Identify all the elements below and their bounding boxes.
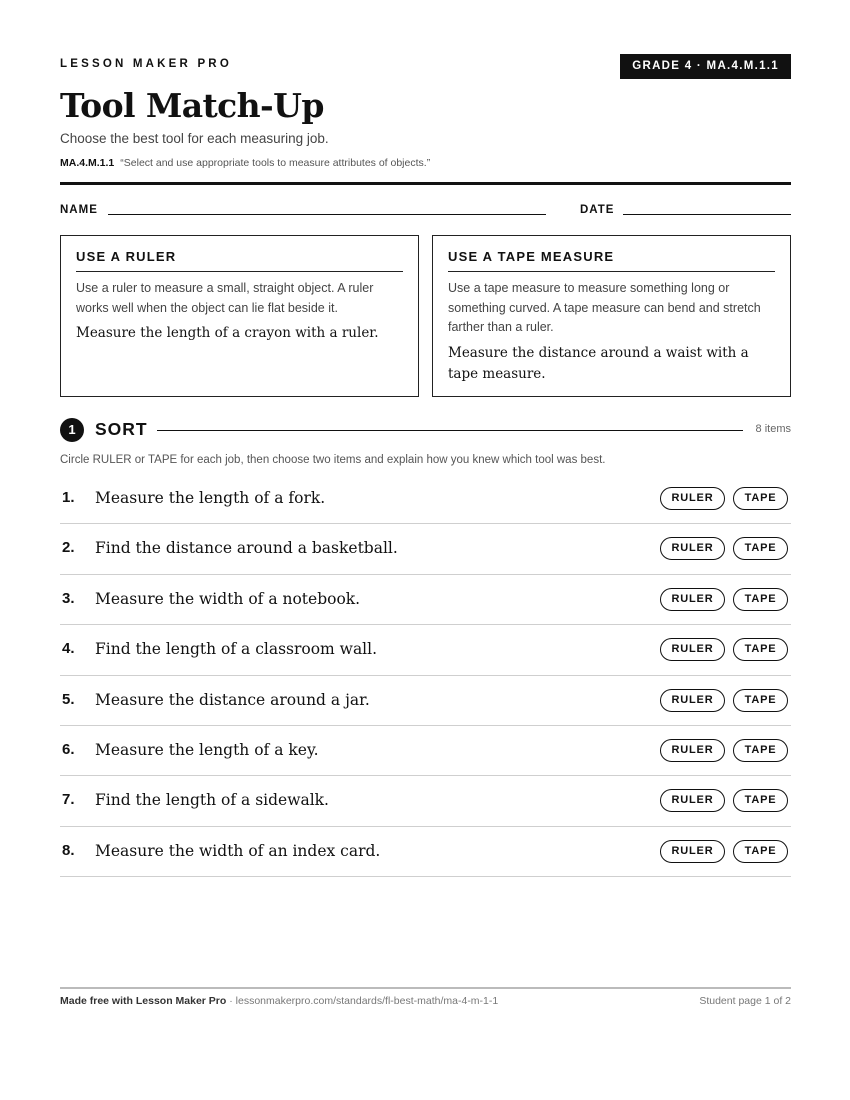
item-number: 7. — [62, 791, 75, 809]
ruler-option[interactable]: RULER — [660, 840, 725, 863]
brand-name: LESSON MAKER PRO — [60, 58, 232, 70]
date-label: DATE — [580, 204, 615, 216]
card-title: USE A RULER — [76, 249, 403, 272]
ruler-option[interactable]: RULER — [660, 537, 725, 560]
list-item — [60, 625, 791, 675]
header-divider — [60, 182, 791, 185]
tape-option[interactable]: TAPE — [733, 789, 788, 812]
ruler-option[interactable]: RULER — [660, 638, 725, 661]
item-text: Find the distance around a basketball. — [95, 539, 398, 558]
section-header — [60, 418, 791, 442]
list-item — [60, 474, 791, 524]
page-title: Tool Match-Up — [60, 86, 324, 125]
list-item — [60, 726, 791, 776]
section-divider — [157, 430, 743, 431]
section-title: SORT — [95, 419, 148, 439]
item-number: 5. — [62, 690, 75, 708]
list-item — [60, 827, 791, 877]
ruler-option[interactable]: RULER — [660, 487, 725, 510]
list-item — [60, 776, 791, 826]
section-instructions: Circle RULER or TAPE for each job, then choose two items and explain how you knew which tool was best. — [60, 454, 606, 466]
ruler-option[interactable]: RULER — [660, 689, 725, 712]
ruler-option[interactable]: RULER — [660, 789, 725, 812]
item-list — [60, 474, 791, 877]
ruler-card — [60, 235, 419, 397]
standard-line — [60, 157, 430, 169]
tape-measure-card — [432, 235, 791, 397]
name-label: NAME — [60, 204, 98, 216]
footer-url: · lessonmakerpro.com/standards/fl-best-math/ma-4-m-1-1 — [226, 995, 499, 1007]
section-number-badge: 1 — [60, 418, 84, 442]
item-text: Measure the length of a fork. — [95, 489, 326, 507]
footer-divider — [60, 987, 791, 989]
page-subtitle: Choose the best tool for each measuring job. — [60, 131, 329, 146]
item-number: 4. — [62, 640, 75, 658]
card-description: Use a ruler to measure a small, straight object. A ruler works well when the object can lie flat beside it. — [76, 281, 374, 315]
item-text: Find the length of a sidewalk. — [95, 791, 329, 810]
tape-option[interactable]: TAPE — [733, 487, 788, 510]
tape-option[interactable]: TAPE — [733, 689, 788, 712]
item-number: 2. — [62, 539, 75, 557]
standard-text: “Select and use appropriate tools to measure attributes of objects.” — [120, 157, 431, 169]
ruler-option[interactable]: RULER — [660, 739, 725, 762]
card-title: USE A TAPE MEASURE — [448, 249, 775, 272]
tape-option[interactable]: TAPE — [733, 638, 788, 661]
tape-option[interactable]: TAPE — [733, 840, 788, 863]
item-count: 8 items — [755, 423, 791, 435]
tape-option[interactable]: TAPE — [733, 537, 788, 560]
item-number: 6. — [62, 740, 75, 758]
item-number: 1. — [62, 489, 75, 506]
item-number: 3. — [62, 589, 75, 607]
footer-credit — [60, 995, 498, 1007]
item-number: 8. — [62, 841, 75, 859]
date-field[interactable] — [623, 214, 791, 215]
tape-option[interactable]: TAPE — [733, 588, 788, 611]
ruler-option[interactable]: RULER — [660, 588, 725, 611]
item-text: Find the length of a classroom wall. — [95, 640, 378, 659]
list-item — [60, 524, 791, 574]
item-text: Measure the length of a key. — [95, 740, 319, 759]
item-text: Measure the width of a notebook. — [95, 589, 361, 608]
worksheet-page — [60, 0, 791, 1100]
page-indicator: Student page 1 of 2 — [699, 995, 791, 1007]
name-field[interactable] — [108, 214, 546, 215]
tape-option[interactable]: TAPE — [733, 739, 788, 762]
standard-code: MA.4.M.1.1 — [60, 157, 115, 169]
list-item — [60, 575, 791, 625]
item-text: Measure the width of an index card. — [95, 841, 381, 860]
card-example: Measure the length of a crayon with a ruler. — [76, 325, 379, 341]
card-example: Measure the distance around a waist with a tape measure. — [448, 344, 749, 382]
item-text: Measure the distance around a jar. — [95, 690, 370, 709]
footer-made-with: Made free with Lesson Maker Pro — [60, 995, 227, 1007]
list-item — [60, 676, 791, 726]
grade-badge: GRADE 4 · MA.4.M.1.1 — [620, 54, 791, 79]
card-description: Use a tape measure to measure something long or something curved. A tape measure can bend and stretch farther than a ruler. — [448, 281, 761, 334]
